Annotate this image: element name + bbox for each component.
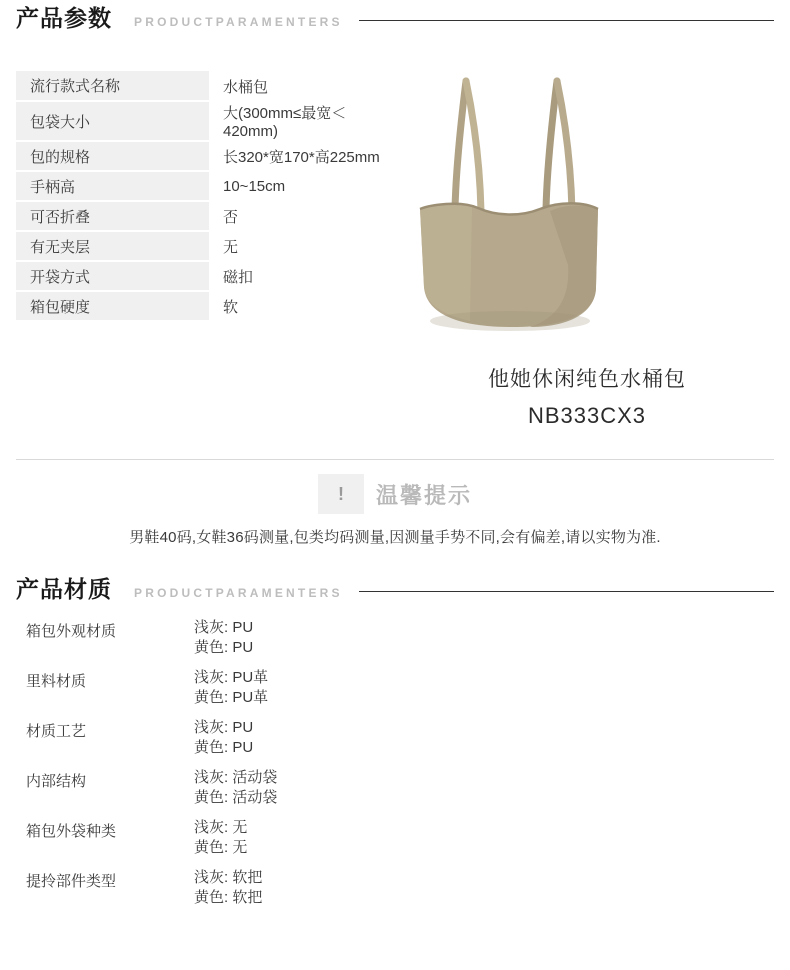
spec-label: 手柄高 bbox=[16, 171, 209, 201]
section-header-materials bbox=[0, 571, 790, 604]
product-code: NB333CX3 bbox=[527, 403, 647, 428]
parameters-content bbox=[0, 41, 790, 451]
spec-label: 箱包硬度 bbox=[16, 291, 209, 321]
spec-value: 无 bbox=[223, 238, 239, 256]
section-header-parameters bbox=[0, 0, 790, 33]
material-value: 黄色: PU革 bbox=[194, 689, 269, 706]
table-row bbox=[16, 171, 396, 201]
material-label: 材质工艺 bbox=[26, 723, 87, 740]
section-title-materials: 产品材质 bbox=[16, 576, 112, 602]
materials-section bbox=[0, 571, 790, 918]
table-row bbox=[16, 231, 396, 261]
spec-value: 大(300mm≤最宽＜420mm) bbox=[223, 105, 347, 140]
material-value: 黄色: 软把 bbox=[194, 889, 263, 906]
materials-list bbox=[0, 618, 790, 918]
list-item bbox=[16, 768, 774, 818]
spec-label: 开袋方式 bbox=[16, 261, 209, 291]
material-value: 浅灰: PU bbox=[194, 719, 254, 736]
material-value: 浅灰: PU革 bbox=[194, 669, 269, 686]
material-value: 黄色: 活动袋 bbox=[194, 789, 278, 806]
bucket-bag-illustration bbox=[400, 59, 774, 349]
list-item bbox=[16, 618, 774, 668]
exclamation-icon: ! bbox=[318, 474, 364, 514]
list-item bbox=[16, 818, 774, 868]
table-row bbox=[16, 291, 396, 321]
section-subtitle-parameters: PRODUCTPARAMENTERS bbox=[134, 15, 343, 29]
spec-value: 软 bbox=[223, 298, 239, 316]
material-label: 内部结构 bbox=[26, 773, 87, 790]
spec-label: 可否折叠 bbox=[16, 201, 209, 231]
spec-label: 包的规格 bbox=[16, 141, 209, 171]
tips-block bbox=[0, 474, 790, 569]
material-values bbox=[194, 768, 277, 808]
spec-label: 包袋大小 bbox=[16, 101, 209, 141]
material-values bbox=[194, 618, 253, 658]
list-item bbox=[16, 718, 774, 768]
material-value: 浅灰: 活动袋 bbox=[194, 769, 278, 786]
material-values bbox=[194, 668, 268, 708]
list-item bbox=[16, 868, 774, 918]
spec-value: 10~15cm bbox=[223, 177, 286, 195]
section-subtitle-materials: PRODUCTPARAMENTERS bbox=[134, 586, 343, 600]
spec-label: 有无夹层 bbox=[16, 231, 209, 261]
material-values bbox=[194, 818, 247, 858]
spec-value: 磁扣 bbox=[223, 268, 254, 286]
tips-headline bbox=[0, 474, 790, 514]
material-value: 浅灰: 软把 bbox=[194, 869, 263, 886]
material-values bbox=[194, 868, 262, 908]
material-value: 黄色: PU bbox=[194, 739, 254, 756]
spec-value: 长320*宽170*高225mm bbox=[223, 148, 380, 166]
spec-value: 否 bbox=[223, 208, 239, 226]
product-image bbox=[400, 59, 774, 349]
material-values bbox=[194, 718, 253, 758]
tips-title: 温馨提示 bbox=[375, 482, 472, 508]
spec-table bbox=[16, 71, 396, 322]
list-item bbox=[16, 668, 774, 718]
material-value: 浅灰: 无 bbox=[194, 819, 248, 836]
table-row bbox=[16, 71, 396, 101]
material-label: 里料材质 bbox=[26, 673, 87, 690]
spec-label: 流行款式名称 bbox=[16, 71, 209, 101]
spec-value: 水桶包 bbox=[223, 78, 269, 96]
table-row bbox=[16, 261, 396, 291]
section-title-parameters: 产品参数 bbox=[16, 5, 112, 31]
material-value: 黄色: PU bbox=[194, 639, 254, 656]
material-label: 箱包外观材质 bbox=[26, 623, 117, 640]
tips-text: 男鞋40码,女鞋36码测量,包类均码测量,因测量手势不同,会有偏差,请以实物为准. bbox=[129, 529, 661, 546]
section-rule-parameters bbox=[359, 20, 774, 21]
material-label: 提拎部件类型 bbox=[26, 873, 117, 890]
material-value: 黄色: 无 bbox=[194, 839, 248, 856]
material-value: 浅灰: PU bbox=[194, 619, 254, 636]
table-row bbox=[16, 141, 396, 171]
divider bbox=[16, 459, 774, 460]
table-row bbox=[16, 201, 396, 231]
material-label: 箱包外袋种类 bbox=[26, 823, 117, 840]
product-name: 他她休闲纯色水桶包 bbox=[488, 368, 686, 391]
table-row bbox=[16, 101, 396, 141]
section-rule-materials bbox=[359, 591, 774, 592]
